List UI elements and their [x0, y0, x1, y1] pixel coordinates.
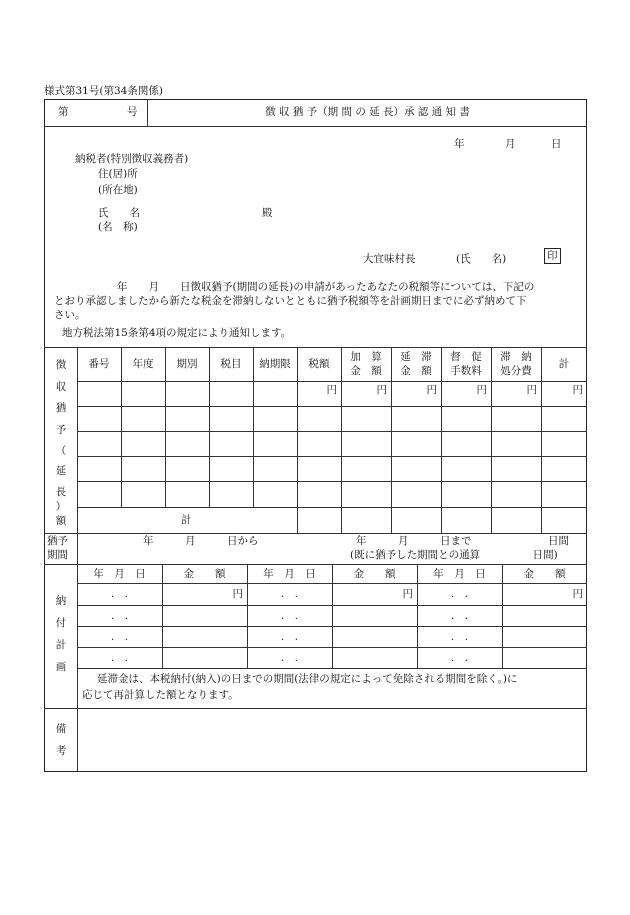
header-disposition-2: 処分費 — [500, 365, 532, 377]
header-due-date: 納期限 — [259, 358, 291, 370]
divider — [541, 347, 542, 533]
document-title: 徴 収 猶 予（期 間 の 延 長）承 認 通 知 書 — [265, 106, 470, 118]
plan-amount-header: 金 額 — [523, 568, 566, 580]
period-note: (既に猶予した期間との通算 日間) — [350, 549, 558, 561]
plan-date-dots: . . — [110, 631, 129, 643]
divider — [77, 583, 587, 584]
issuer-mayor: 大宜味村長 — [363, 253, 416, 265]
unit-yen: 円 — [326, 384, 337, 396]
side-char: 延 — [55, 465, 67, 477]
plan-date-dots: . . — [280, 610, 299, 622]
divider — [77, 605, 587, 606]
plan-date-header: 年 月 日 — [93, 568, 146, 580]
side-char: 計 — [55, 639, 67, 651]
unit-yen: 円 — [402, 588, 413, 600]
plan-date-dots: . . — [280, 652, 299, 664]
plan-date-dots: . . — [280, 588, 299, 600]
plan-note-1: 延滞金は、本税納付(納入)の日までの期間(法律の規定によって免除される期間を除く。)に — [97, 673, 518, 685]
body-line-2: とおり承認しましたから新たな税金を滞納しないとともに猶予税額等を計画期日までに必ず納めて下 — [54, 295, 527, 307]
divider — [77, 626, 587, 627]
body-line-1: 年 月 日徴収猶予(期間の延長)の申請があったあなたの税額等については、下記の — [117, 281, 535, 293]
divider — [77, 533, 78, 564]
header-delinquency-1: 延 滞 — [400, 351, 432, 363]
plan-date-dots: . . — [280, 631, 299, 643]
side-char: 徴 — [55, 359, 67, 371]
header-number: 番号 — [88, 358, 110, 370]
divider — [77, 647, 587, 648]
side-char: ） — [55, 501, 67, 513]
body-line-3: さい。 — [54, 309, 86, 321]
divider — [332, 564, 333, 668]
unit-yen: 円 — [426, 384, 437, 396]
plan-date-header: 年 月 日 — [263, 568, 316, 580]
divider — [162, 564, 163, 668]
location-label: (所在地) — [98, 184, 138, 196]
header-tax-item: 税目 — [220, 358, 242, 370]
side-char: 付 — [55, 617, 67, 629]
side-char: 備 — [55, 723, 67, 735]
total-label: 計 — [181, 514, 192, 526]
period-from: 年 月 日から — [143, 535, 259, 547]
header-total: 計 — [558, 358, 570, 370]
plan-note-2: 応じて再計算した額となります。 — [82, 689, 239, 701]
seal-text: 印 — [544, 248, 561, 264]
header-delinquency-2: 金 額 — [400, 365, 432, 377]
divider — [77, 708, 78, 772]
taxpayer-label: 納税者(特別徴収義務者) — [75, 153, 189, 165]
unit-yen: 円 — [526, 384, 537, 396]
divider — [77, 456, 587, 457]
divider — [77, 381, 587, 382]
side-char: 猶 — [55, 402, 67, 414]
side-char: 考 — [55, 745, 67, 757]
corp-name-label: (名 称) — [98, 221, 138, 233]
header-period: 期別 — [176, 358, 198, 370]
divider — [77, 347, 78, 533]
body-line-4: 地方税法第15条第4項の規定により通知します。 — [62, 327, 292, 339]
number-label: 第 — [58, 106, 69, 118]
divider — [44, 126, 587, 127]
divider — [77, 431, 587, 432]
header-surcharge-1: 加 算 — [350, 351, 382, 363]
side-char: 画 — [55, 661, 67, 673]
honorific: 殿 — [262, 207, 273, 219]
unit-yen: 円 — [232, 588, 243, 600]
divider — [77, 668, 587, 669]
form-id: 様式第31号(第34条関係) — [44, 85, 163, 97]
plan-amount-header: 金 額 — [183, 568, 226, 580]
side-char: 長 — [55, 486, 67, 498]
plan-date-dots: . . — [110, 588, 129, 600]
period-days: 日間 — [548, 535, 569, 547]
side-char: 予 — [55, 424, 67, 436]
unit-yen: 円 — [376, 384, 387, 396]
issuer-name-label: (氏 名) — [456, 253, 507, 265]
date-year: 年 — [454, 138, 465, 150]
name-label: 氏 名 — [98, 207, 140, 219]
divider — [253, 347, 254, 507]
header-surcharge-2: 金 額 — [350, 365, 382, 377]
plan-date-dots: . . — [110, 610, 129, 622]
plan-date-dots: . . — [110, 652, 129, 664]
plan-date-dots: . . — [450, 631, 469, 643]
unit-yen: 円 — [572, 588, 583, 600]
divider — [44, 708, 587, 709]
header-tax-amount: 税額 — [308, 358, 330, 370]
divider — [297, 347, 298, 533]
number-suffix: 号 — [127, 106, 138, 118]
side-char: 収 — [55, 381, 67, 393]
divider — [44, 533, 587, 534]
address-label: 住(居)所 — [98, 168, 138, 180]
period-to: 年 月 日まで — [356, 535, 472, 547]
divider — [77, 406, 587, 407]
header-year: 年度 — [132, 358, 154, 370]
plan-date-dots: . . — [450, 588, 469, 600]
header-demand-fee-1: 督 促 — [450, 351, 482, 363]
plan-date-header: 年 月 日 — [433, 568, 486, 580]
divider — [44, 347, 587, 348]
divider — [165, 347, 166, 507]
divider — [502, 564, 503, 668]
header-demand-fee-2: 手数料 — [450, 365, 482, 377]
period-label-1: 猶予 — [47, 535, 68, 547]
plan-amount-header: 金 額 — [353, 568, 396, 580]
side-char: 納 — [55, 595, 67, 607]
side-char: （ — [55, 445, 67, 457]
form-frame — [44, 99, 587, 772]
divider — [44, 564, 587, 565]
seal-mark — [544, 251, 561, 262]
date-month: 月 — [505, 138, 516, 150]
unit-yen: 円 — [476, 384, 487, 396]
divider — [209, 347, 210, 507]
unit-yen: 円 — [572, 384, 583, 396]
header-disposition-1: 滞 納 — [500, 351, 532, 363]
period-label-2: 期間 — [47, 549, 68, 561]
plan-date-dots: . . — [450, 652, 469, 664]
plan-date-dots: . . — [450, 610, 469, 622]
side-char: 額 — [55, 515, 67, 527]
divider — [121, 347, 122, 507]
date-day: 日 — [551, 138, 562, 150]
divider — [77, 481, 587, 482]
divider — [77, 507, 587, 508]
